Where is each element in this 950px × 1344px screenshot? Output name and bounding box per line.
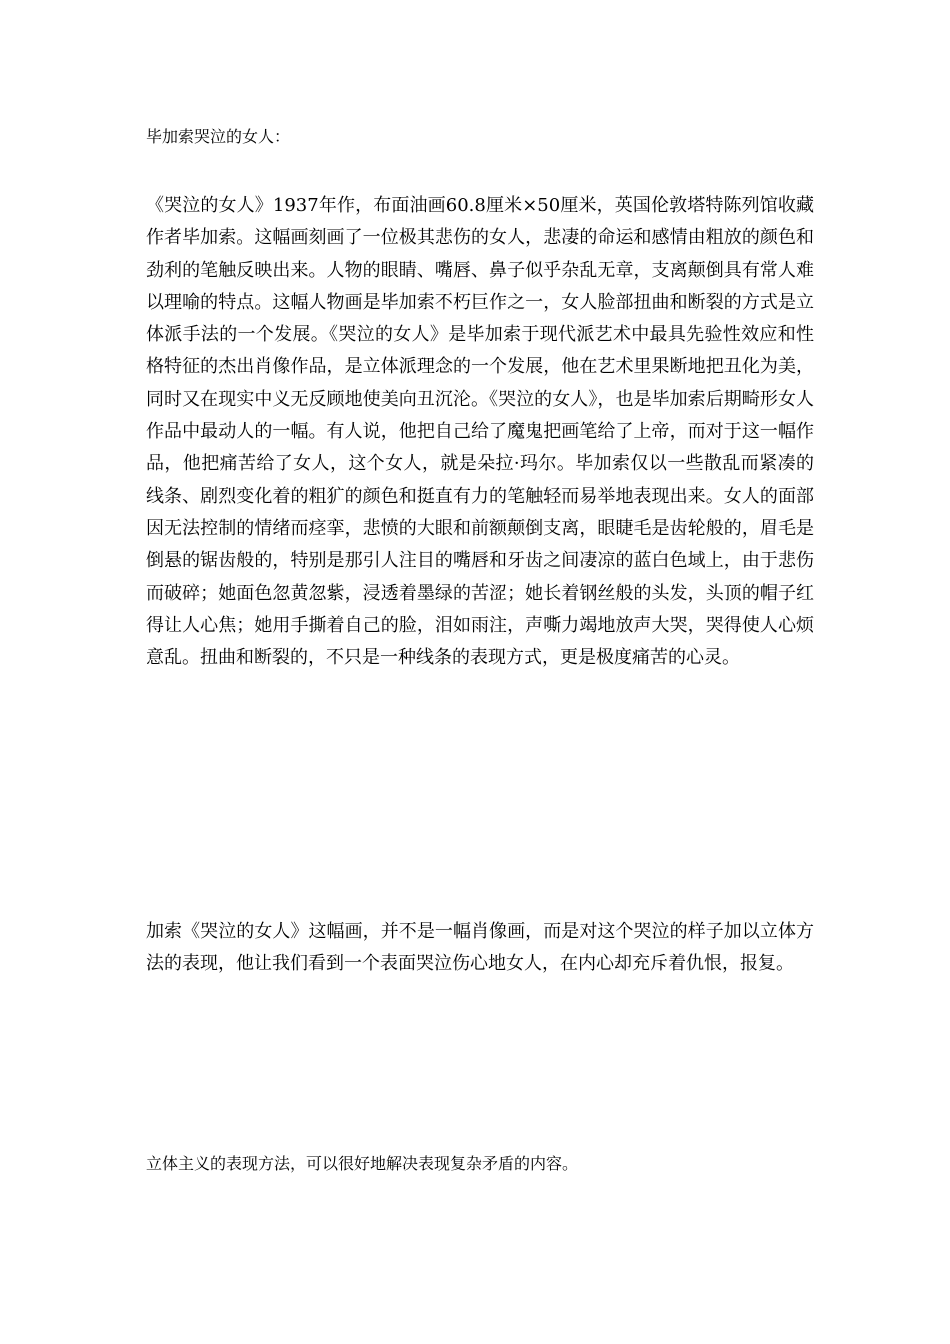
document-heading: 毕加索哭泣的女人： [146, 127, 291, 146]
paragraph-portrait-interpretation: 加索《哭泣的女人》这幅画，并不是一幅肖像画，而是对这个哭泣的样子加以立体方法的表现，他让我们看到一个表面哭泣伤心地女人，在内心却充斥着仇恨，报复。 [146, 921, 814, 975]
paragraph-cubism-conclusion: 立体主义的表现方法，可以很好地解决表现复杂矛盾的内容。 [146, 1154, 579, 1173]
paragraph-weeping-woman-description: 《哭泣的女人》1937年作，布面油画60.8厘米×50厘米，英国伦敦塔特陈列馆收藏 作者毕加索。这幅画刻画了一位极其悲伤的女人，悲凄的命运和感情由粗放的颜色和劲利的笔触反映出来。人物的眼睛、嘴唇、鼻子似乎杂乱无章，支离颠倒具有常人难以理喻的特点。这幅人物画是毕加索不朽巨作之一，女人脸部扭曲和断裂的方式是立体派手法的一个发展。《哭泣的女人》是毕加索于现代派艺术中最具先验性效应和性格特征的杰出肖像作品，是立体派理念的一个发展，他在艺术里果断地把丑化为美，同时又在现实中义无反顾地使美向丑沉沦。《哭泣的女人》，也是毕加索后期畸形女人作品中最动人的一幅。有人说，他把自己给了魔鬼把画笔给了上帝，而对于这一幅作品，他把痛苦给了女人，这个女人，就是朵拉·玛尔。毕加索仅以一些散乱而紧凑的线条、剧烈变化着的粗犷的颜色和挺直有力的笔触轻而易举地表现出来。女人的面部因无法控制的情绪而痉挛，悲愤的大眼和前额颠倒支离，眼睫毛是齿轮般的，眉毛是倒悬的锯齿般的，特别是那引人注目的嘴唇和牙齿之间凄凉的蓝白色域上，由于悲伤而破碎；她面色忽黄忽紫，浸透着墨绿的苦涩；她长着钢丝般的头发，头顶的帽子红得让人心焦；她用手撕着自己的脸，泪如雨注，声嘶力竭地放声大哭，哭得使人心烦意乱。扭曲和断裂的，不只是一种线条的表现方式，更是极度痛苦的心灵。 [146, 195, 832, 669]
